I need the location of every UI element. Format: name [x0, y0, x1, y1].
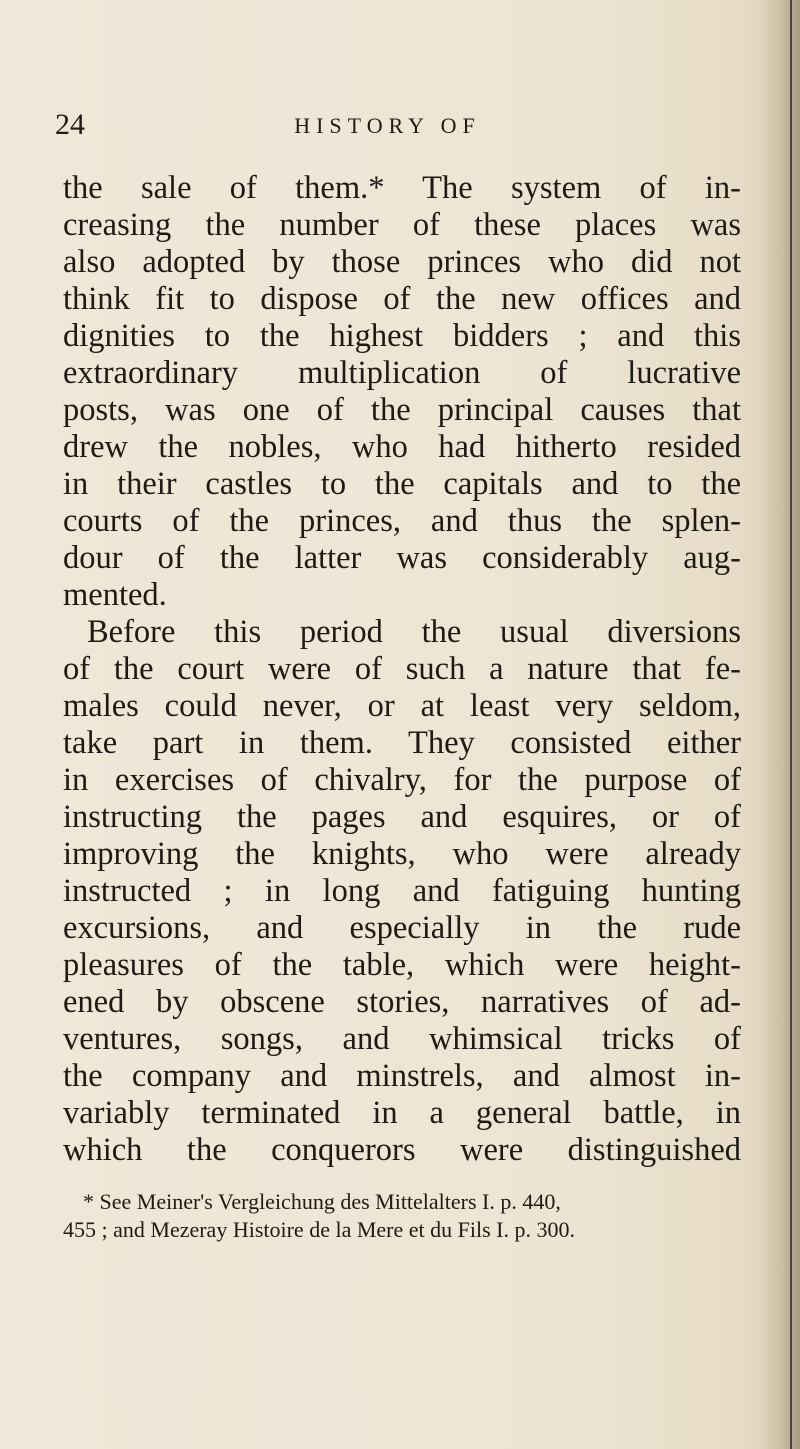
- text-line: males could never, or at least very seldom,: [63, 688, 741, 724]
- text-line: of the court were of such a nature that fe-: [63, 651, 741, 687]
- text-line: excursions, and especially in the rude: [63, 910, 741, 946]
- text-line: which the conquerors were distinguished: [63, 1132, 741, 1168]
- text-line: also adopted by those princes who did not: [63, 244, 741, 280]
- body-text: [63, 170, 741, 1169]
- text-line: dignities to the highest bidders ; and this: [63, 318, 741, 354]
- text-line: in their castles to the capitals and to the: [63, 466, 741, 502]
- text-line: dour of the latter was considerably aug-: [63, 540, 741, 576]
- text-line: the sale of them.* The system of in-: [63, 170, 741, 206]
- footnote-line: 455 ; and Mezeray Histoire de la Mere et du Fils I. p. 300.: [63, 1217, 575, 1242]
- footnote-line: * See Meiner's Vergleichung des Mittelalters I. p. 440,: [83, 1189, 561, 1214]
- text-line: ventures, songs, and whimsical tricks of: [63, 1021, 741, 1057]
- binding-edge: [790, 0, 792, 1449]
- text-line: think fit to dispose of the new offices and: [63, 281, 741, 317]
- text-line: instructed ; in long and fatiguing hunting: [63, 873, 741, 909]
- text-line: variably terminated in a general battle, in: [63, 1095, 741, 1131]
- text-line: creasing the number of these places was: [63, 207, 741, 243]
- text-line: ened by obscene stories, narratives of ad-: [63, 984, 741, 1020]
- text-line: Before this period the usual diversions: [87, 614, 741, 650]
- text-line: extraordinary multiplication of lucrative: [63, 355, 741, 391]
- text-line: the company and minstrels, and almost in-: [63, 1058, 741, 1094]
- text-line: mented.: [63, 577, 167, 613]
- text-line: drew the nobles, who had hitherto resided: [63, 429, 741, 465]
- page-number: 24: [55, 108, 85, 141]
- page-gutter-shadow: [760, 0, 800, 1449]
- page-header: [55, 107, 720, 147]
- text-line: take part in them. They consisted either: [63, 725, 741, 761]
- footnote: [63, 1188, 741, 1244]
- running-head: HISTORY OF: [294, 113, 481, 138]
- text-line: improving the knights, who were already: [63, 836, 741, 872]
- text-line: in exercises of chivalry, for the purpose of: [63, 762, 741, 798]
- text-line: pleasures of the table, which were height-: [63, 947, 741, 983]
- text-line: instructing the pages and esquires, or of: [63, 799, 741, 835]
- text-line: courts of the princes, and thus the splen-: [63, 503, 741, 539]
- text-line: posts, was one of the principal causes that: [63, 392, 741, 428]
